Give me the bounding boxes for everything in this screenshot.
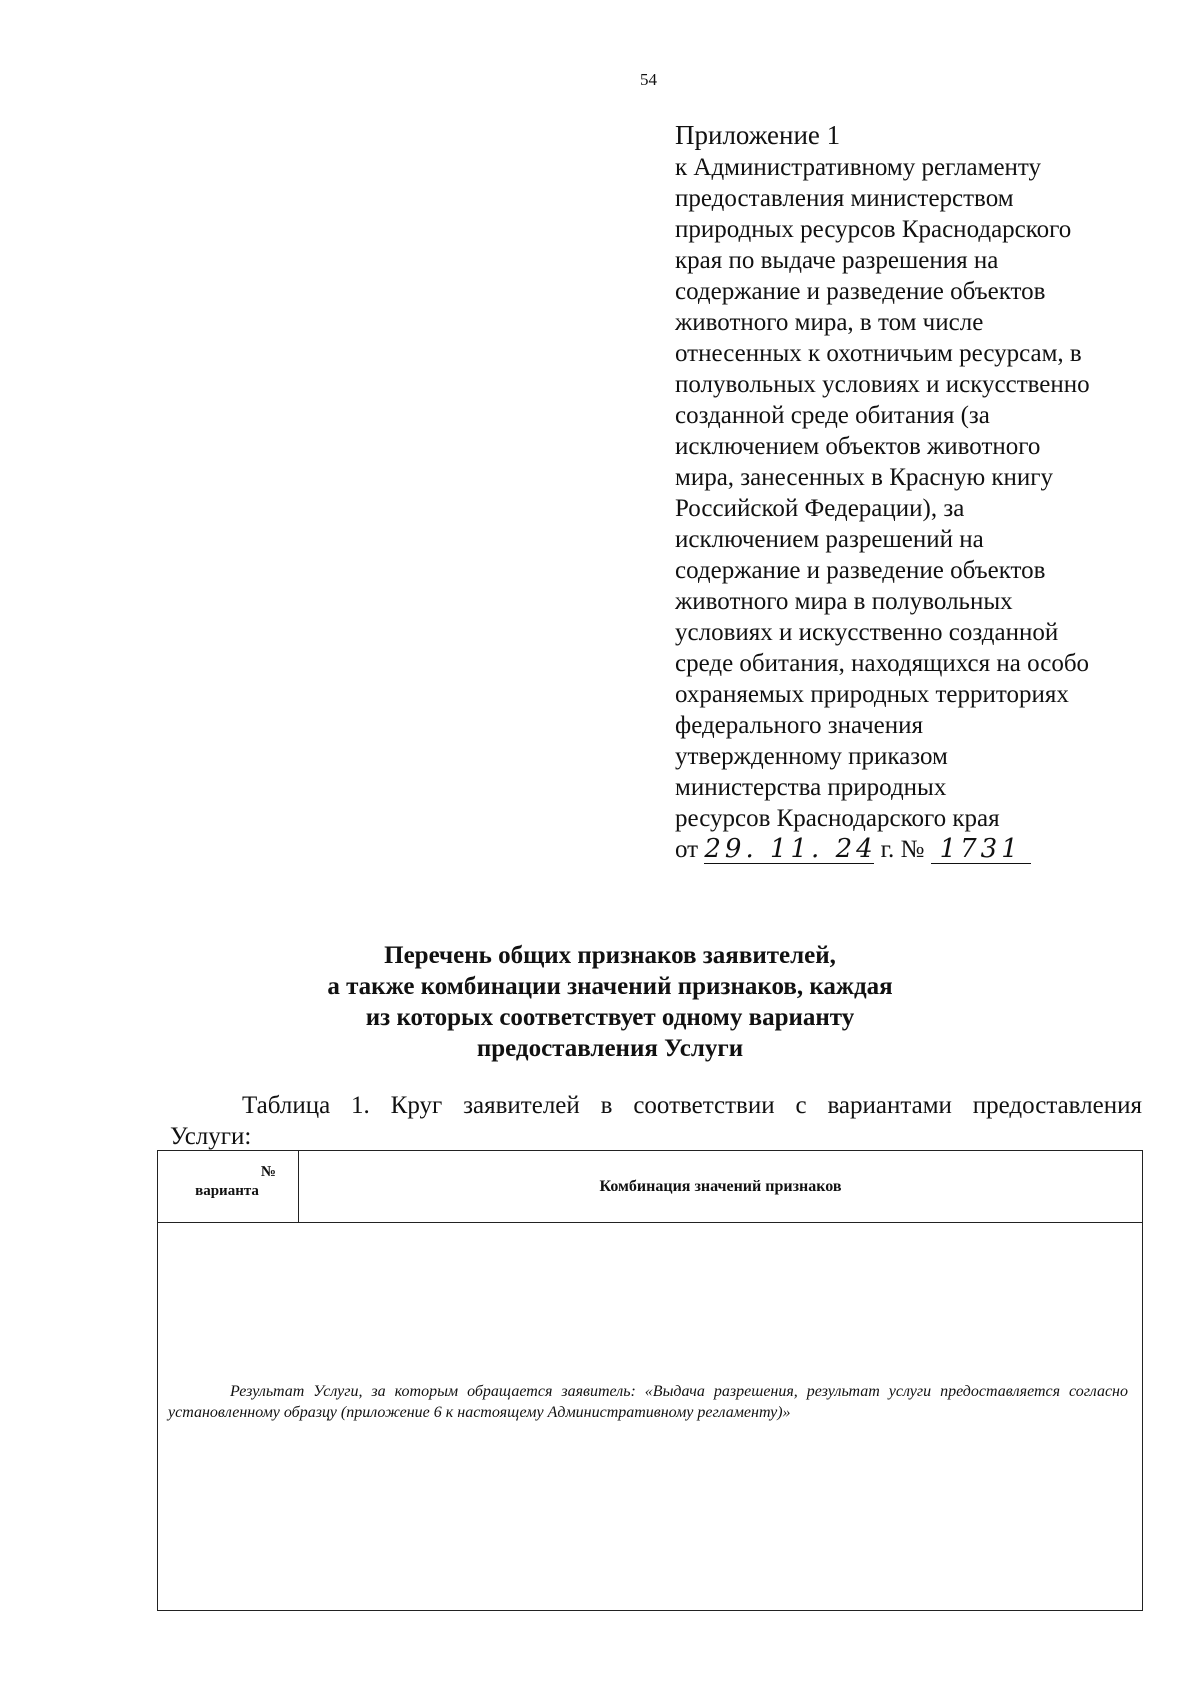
appendix-line: животного мира в полувольных	[675, 588, 1013, 615]
appendix-title: Приложение 1	[675, 120, 841, 150]
heading-line: из которых соответствует одному варианту	[365, 1004, 855, 1031]
column-header-variant-number	[158, 1151, 299, 1223]
page-number: 54	[640, 70, 657, 89]
heading-line: предоставления Услуги	[476, 1035, 744, 1062]
table-caption-line: Услуги:	[170, 1123, 252, 1150]
appendix-line: федерального значения	[675, 712, 924, 739]
handwritten-date: 29. 11. 24	[704, 834, 877, 864]
appendix-line: среде обитания, находящихся на особо	[675, 650, 1090, 677]
appendix-line: отнесенных к охотничьим ресурсам, в	[675, 340, 1082, 367]
number-label: г. №	[880, 836, 925, 863]
appendix-line: содержание и разведение объектов	[675, 278, 1046, 305]
appendix-line: условиях и искусственно созданной	[675, 619, 1059, 646]
table-caption-line: Таблица 1. Круг заявителей в соответствии с вариантами предоставления	[242, 1092, 1142, 1119]
appendix-line: исключением разрешений на	[675, 526, 984, 553]
appendix-line: содержание и разведение объектов	[675, 557, 1046, 584]
handwritten-order-number: 1731	[931, 835, 1031, 864]
appendix-block	[675, 118, 1175, 865]
signature-line	[675, 834, 1175, 865]
appendix-line: созданной среде обитания (за	[675, 402, 990, 429]
appendix-line: природных ресурсов Краснодарского	[675, 216, 1072, 243]
column-header-variant: варианта	[195, 1183, 259, 1199]
column-header-combination: Комбинация значений признаков	[599, 1178, 842, 1195]
appendix-line: животного мира, в том числе	[675, 309, 984, 336]
service-result-text: Результат Услуги, за которым обращается заявитель: «Выдача разрешения, результат услуги предоставляется согласно установленному образцу (приложение 6 к настоящему Административному регламенту)»	[168, 1383, 1128, 1421]
appendix-line: министерства природных	[675, 774, 947, 801]
table-caption	[170, 1090, 1142, 1152]
appendix-line: охраняемых природных территориях	[675, 681, 1069, 708]
appendix-line: к Административному регламенту	[675, 154, 1042, 181]
appendix-line: ресурсов Краснодарского края	[675, 805, 1000, 832]
table-header-row	[158, 1151, 1142, 1223]
appendix-line: исключением объектов животного	[675, 433, 1041, 460]
heading-line: а также комбинации значений признаков, каждая	[327, 973, 893, 1000]
appendix-line: полувольных условиях и искусственно	[675, 371, 1090, 398]
appendix-line: Российской Федерации), за	[675, 495, 965, 522]
document-heading	[160, 940, 1060, 1064]
appendix-line: предоставления министерством	[675, 185, 1014, 212]
appendix-line: утвержденному приказом	[675, 743, 948, 770]
from-label: от	[675, 836, 699, 863]
appendix-line: края по выдаче разрешения на	[675, 247, 999, 274]
column-header-number-sign: №	[260, 1164, 276, 1180]
variants-table	[157, 1150, 1143, 1611]
appendix-line: мира, занесенных в Красную книгу	[675, 464, 1054, 491]
heading-line: Перечень общих признаков заявителей,	[384, 942, 836, 969]
